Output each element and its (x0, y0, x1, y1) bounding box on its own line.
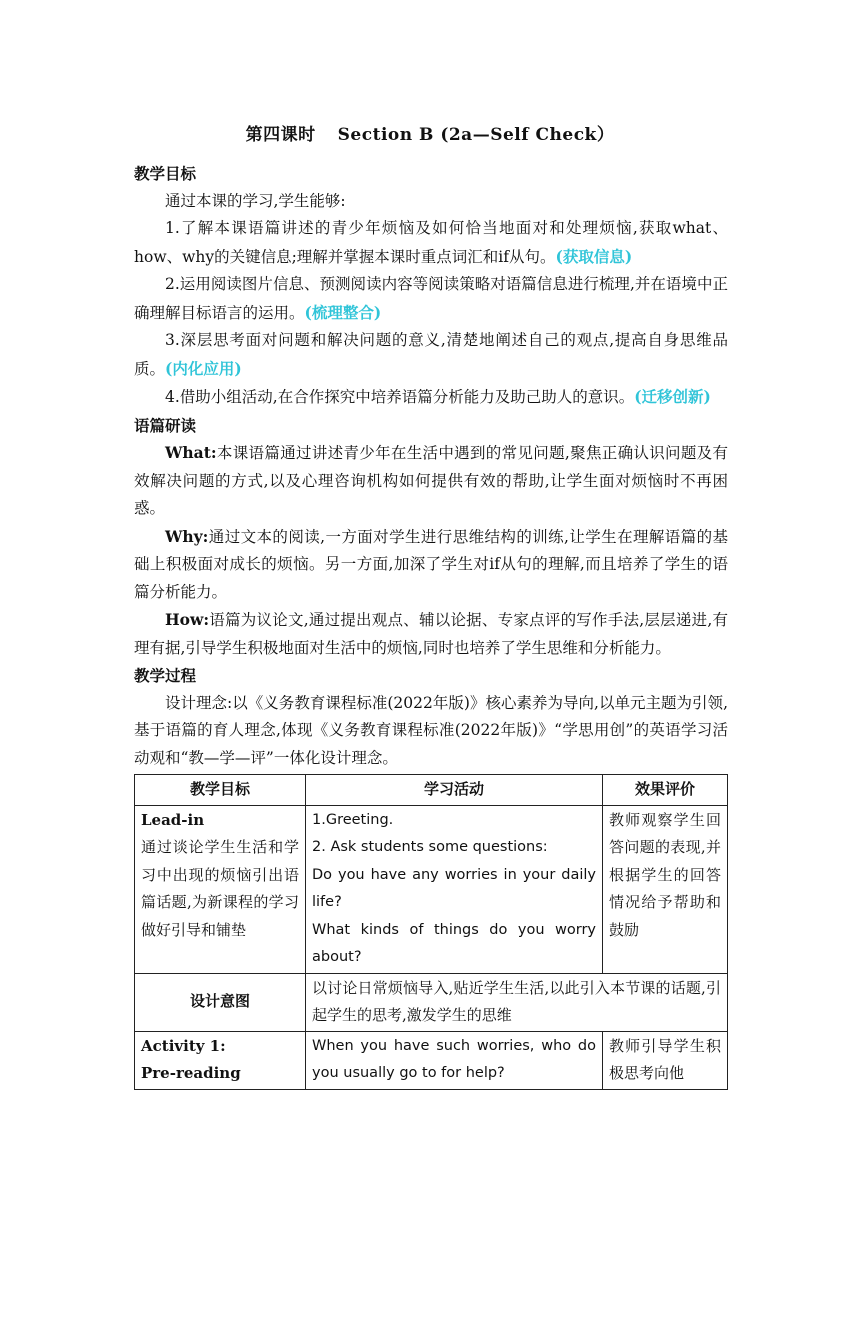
activity-line: 2. Ask students some questions: (312, 839, 548, 855)
objective-tag: (梳理整合) (304, 302, 382, 322)
table-row (135, 805, 728, 973)
analysis-what (134, 439, 728, 523)
objective-text: 2.运用阅读图片信息、预测阅读内容等阅读策略对语篇信息进行梳理,并在语境中正确理解目标语言的运用。 (134, 275, 728, 322)
intent-text: 以讨论日常烦恼导入,贴近学生生活,以此引入本节课的话题,引起学生的思考,激发学生的思维 (306, 973, 728, 1031)
analysis-how (134, 606, 728, 662)
objective-tag: (获取信息) (555, 246, 633, 266)
goal-title: Lead-in (141, 810, 205, 829)
activity-cell: When you have such worries, who do you usually go to for help? (306, 1031, 603, 1089)
analysis-lead: How: (165, 610, 210, 629)
analysis-lead: What: (165, 443, 217, 462)
analysis-why (134, 523, 728, 607)
goal-subtitle: Pre-reading (141, 1064, 241, 1082)
table-header-row (135, 775, 728, 806)
section-title: Section B (2a—Self Check） (337, 125, 615, 145)
evaluation-cell: 教师观察学生回答问题的表现,并根据学生的回答情况给予帮助和鼓励 (603, 805, 728, 973)
analysis-lead: Why: (165, 526, 209, 546)
objective-text: 1.了解本课语篇讲述的青少年烦恼及如何恰当地面对和处理烦恼,获取what、how、why的关键信息;理解并掌握本课时重点词汇和if从句。 (134, 219, 728, 266)
objective-item-3 (134, 327, 728, 383)
objective-tag: (内化应用) (165, 358, 242, 378)
activity-line: Do you have any worries in your daily life? (312, 866, 596, 910)
table-header: 效果评价 (603, 775, 728, 806)
objectives-intro: 通过本课的学习,学生能够: (165, 191, 346, 210)
table-header: 教学目标 (135, 775, 306, 806)
objective-text: 3.深层思考面对问题和解决问题的意义,清楚地阐述自己的观点,提高自身思维品质。 (134, 331, 728, 378)
activity-cell (306, 805, 603, 973)
process-heading: 教学过程 (134, 666, 197, 685)
page-title (0, 120, 860, 145)
analysis-text: 通过文本的阅读,一方面对学生进行思维结构的训练,让学生在理解语篇的基础上积极面对成长的烦恼。另一方面,加深了学生对if从句的理解,而且培养了学生的语篇分析能力。 (134, 527, 728, 601)
objective-tag: (迁移创新) (634, 387, 711, 406)
activity-line: What kinds of things do you worry about? (312, 921, 596, 965)
evaluation-cell: 教师引导学生积极思考向他 (603, 1031, 728, 1089)
goal-cell (135, 805, 306, 973)
analysis-text: 本课语篇通过讲述青少年在生活中遇到的常见问题,聚焦正确认识问题及有效解决问题的方式,以及心理咨询机构如何提供有效的帮助,让学生面对烦恼时不再困惑。 (134, 444, 728, 517)
table-row-intent (135, 973, 728, 1031)
intent-label: 设计意图 (135, 973, 306, 1031)
analysis-text: 语篇为议论文,通过提出观点、辅以论据、专家点评的写作手法,层层递进,有理有据,引导学生积极地面对生活中的烦恼,同时也培养了学生思维和分析能力。 (134, 611, 728, 657)
process-intro: 设计理念:以《义务教育课程标准(2022年版)》核心素养为导向,以单元主题为引领,基于语篇的育人理念,体现《义务教育课程标准(2022年版)》“学思用创”的英语学习活动观和“教—学—评”一体化设计理念。 (134, 693, 728, 767)
analysis-heading: 语篇研读 (134, 415, 197, 435)
objective-text: 4.借助小组活动,在合作探究中培养语篇分析能力及助己助人的意识。 (165, 388, 635, 406)
objective-item-2 (134, 271, 728, 327)
goal-title: Activity 1: (141, 1036, 226, 1055)
objectives-heading: 教学目标 (134, 164, 197, 183)
goal-cell (135, 1031, 306, 1089)
lesson-number: 第四课时 (245, 125, 316, 145)
lesson-plan-table (134, 774, 728, 1090)
objective-item-1 (134, 215, 728, 271)
objective-item-4 (134, 383, 728, 412)
activity-line: 1.Greeting. (312, 811, 394, 828)
table-row (135, 1031, 728, 1089)
goal-text: 通过谈论学生生活和学习中出现的烦恼引出语篇话题,为新课程的学习做好引导和铺垫 (141, 838, 299, 939)
table-header: 学习活动 (306, 775, 603, 806)
document-body (134, 160, 728, 1090)
